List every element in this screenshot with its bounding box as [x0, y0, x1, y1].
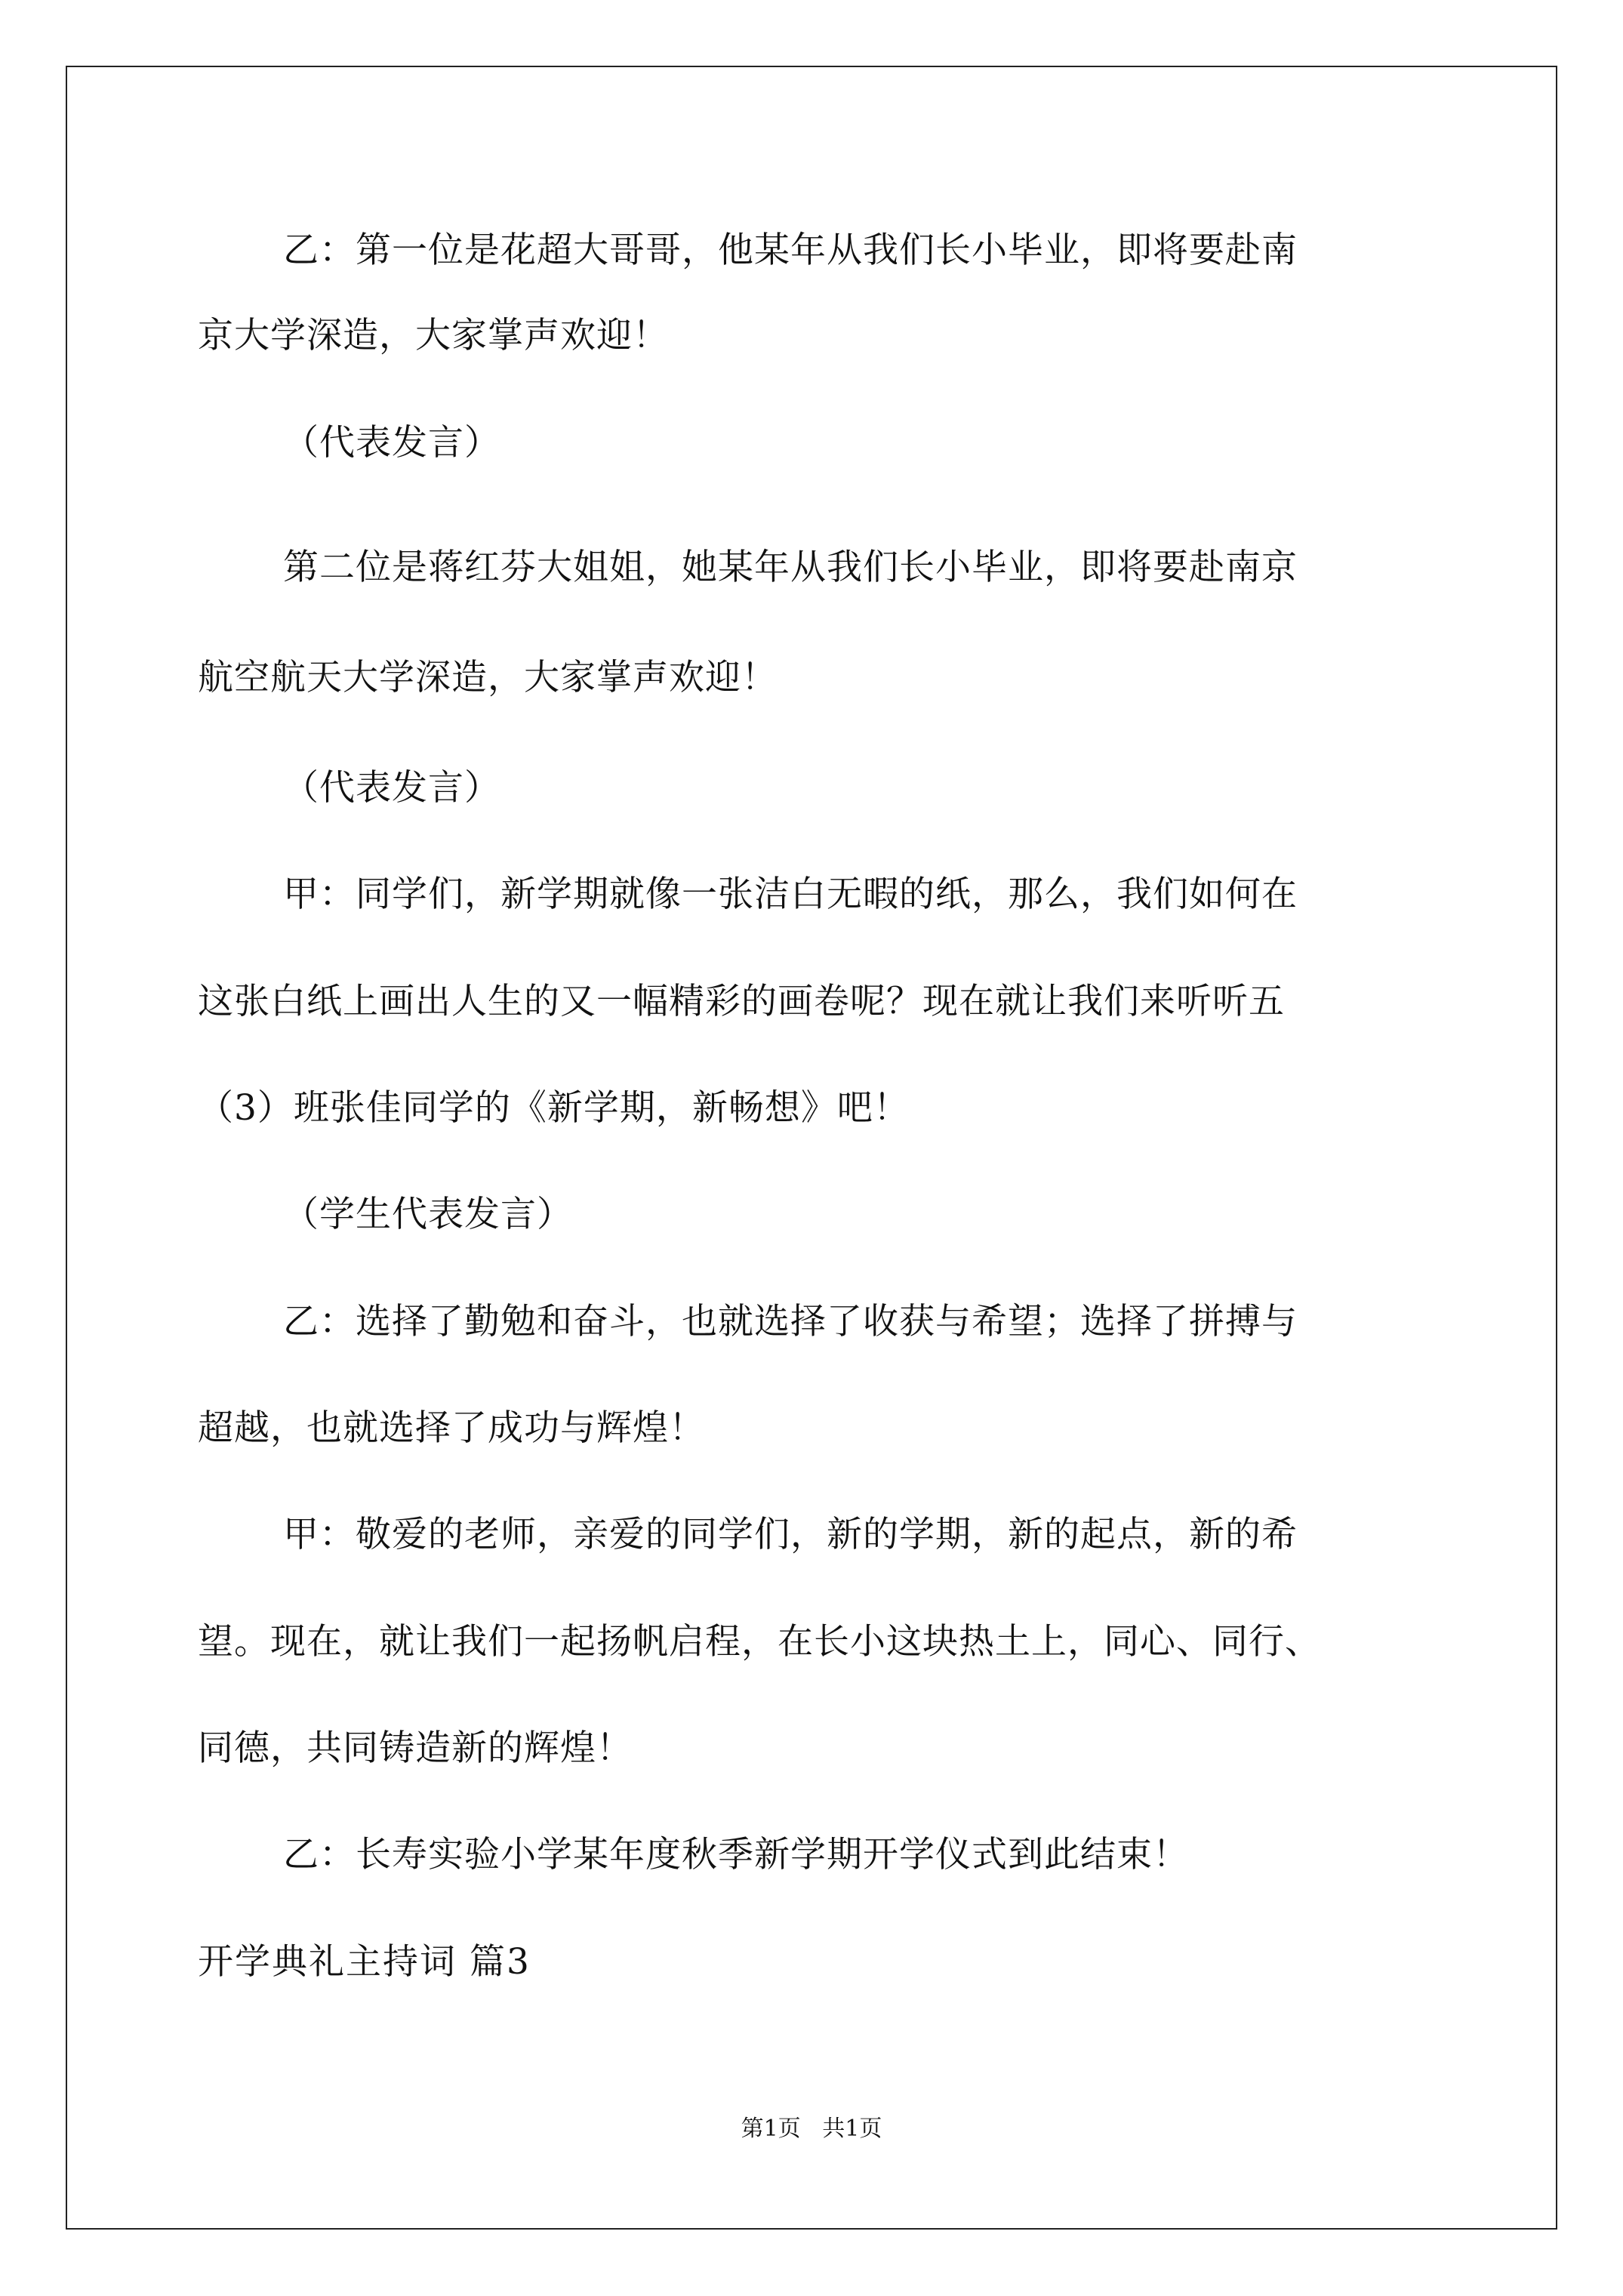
section-heading: 开学典礼主持词 篇3	[198, 1941, 531, 1983]
text-line-13: 甲：敬爱的老师，亲爱的同学们，新的学期，新的起点，新的希	[283, 1514, 1298, 1555]
text-line-9: （3）班张佳同学的《新学期，新畅想》吧！	[198, 1087, 910, 1129]
text-line-2: 京大学深造，大家掌声欢迎！	[198, 315, 669, 356]
text-line-3: （代表发言）	[283, 422, 500, 464]
text-line-14: 望。现在，就让我们一起扬帆启程，在长小这块热土上，同心、同行、	[198, 1621, 1321, 1663]
text-line-6: （代表发言）	[283, 767, 500, 809]
page-frame	[66, 66, 1557, 2230]
text-line-7: 甲：同学们，新学期就像一张洁白无暇的纸，那么，我们如何在	[283, 874, 1298, 915]
text-line-8: 这张白纸上画出人生的又一幅精彩的画卷呢？现在就让我们来听听五	[198, 981, 1285, 1022]
text-line-5: 航空航天大学深造，大家掌声欢迎！	[198, 657, 778, 698]
text-line-11: 乙：选择了勤勉和奋斗，也就选择了收获与希望；选择了拼搏与	[283, 1301, 1298, 1342]
text-line-12: 超越，也就选择了成功与辉煌！	[198, 1407, 705, 1449]
text-line-1: 乙：第一位是花超大哥哥，他某年从我们长小毕业，即将要赴南	[283, 230, 1298, 271]
text-line-16: 乙：长寿实验小学某年度秋季新学期开学仪式到此结束！	[283, 1834, 1189, 1875]
text-line-15: 同德，共同铸造新的辉煌！	[198, 1727, 633, 1769]
page-footer: 第1页 共1页	[741, 2116, 882, 2142]
text-line-10: （学生代表发言）	[283, 1194, 573, 1235]
text-line-4: 第二位是蒋红芬大姐姐，她某年从我们长小毕业，即将要赴南京	[283, 547, 1298, 588]
